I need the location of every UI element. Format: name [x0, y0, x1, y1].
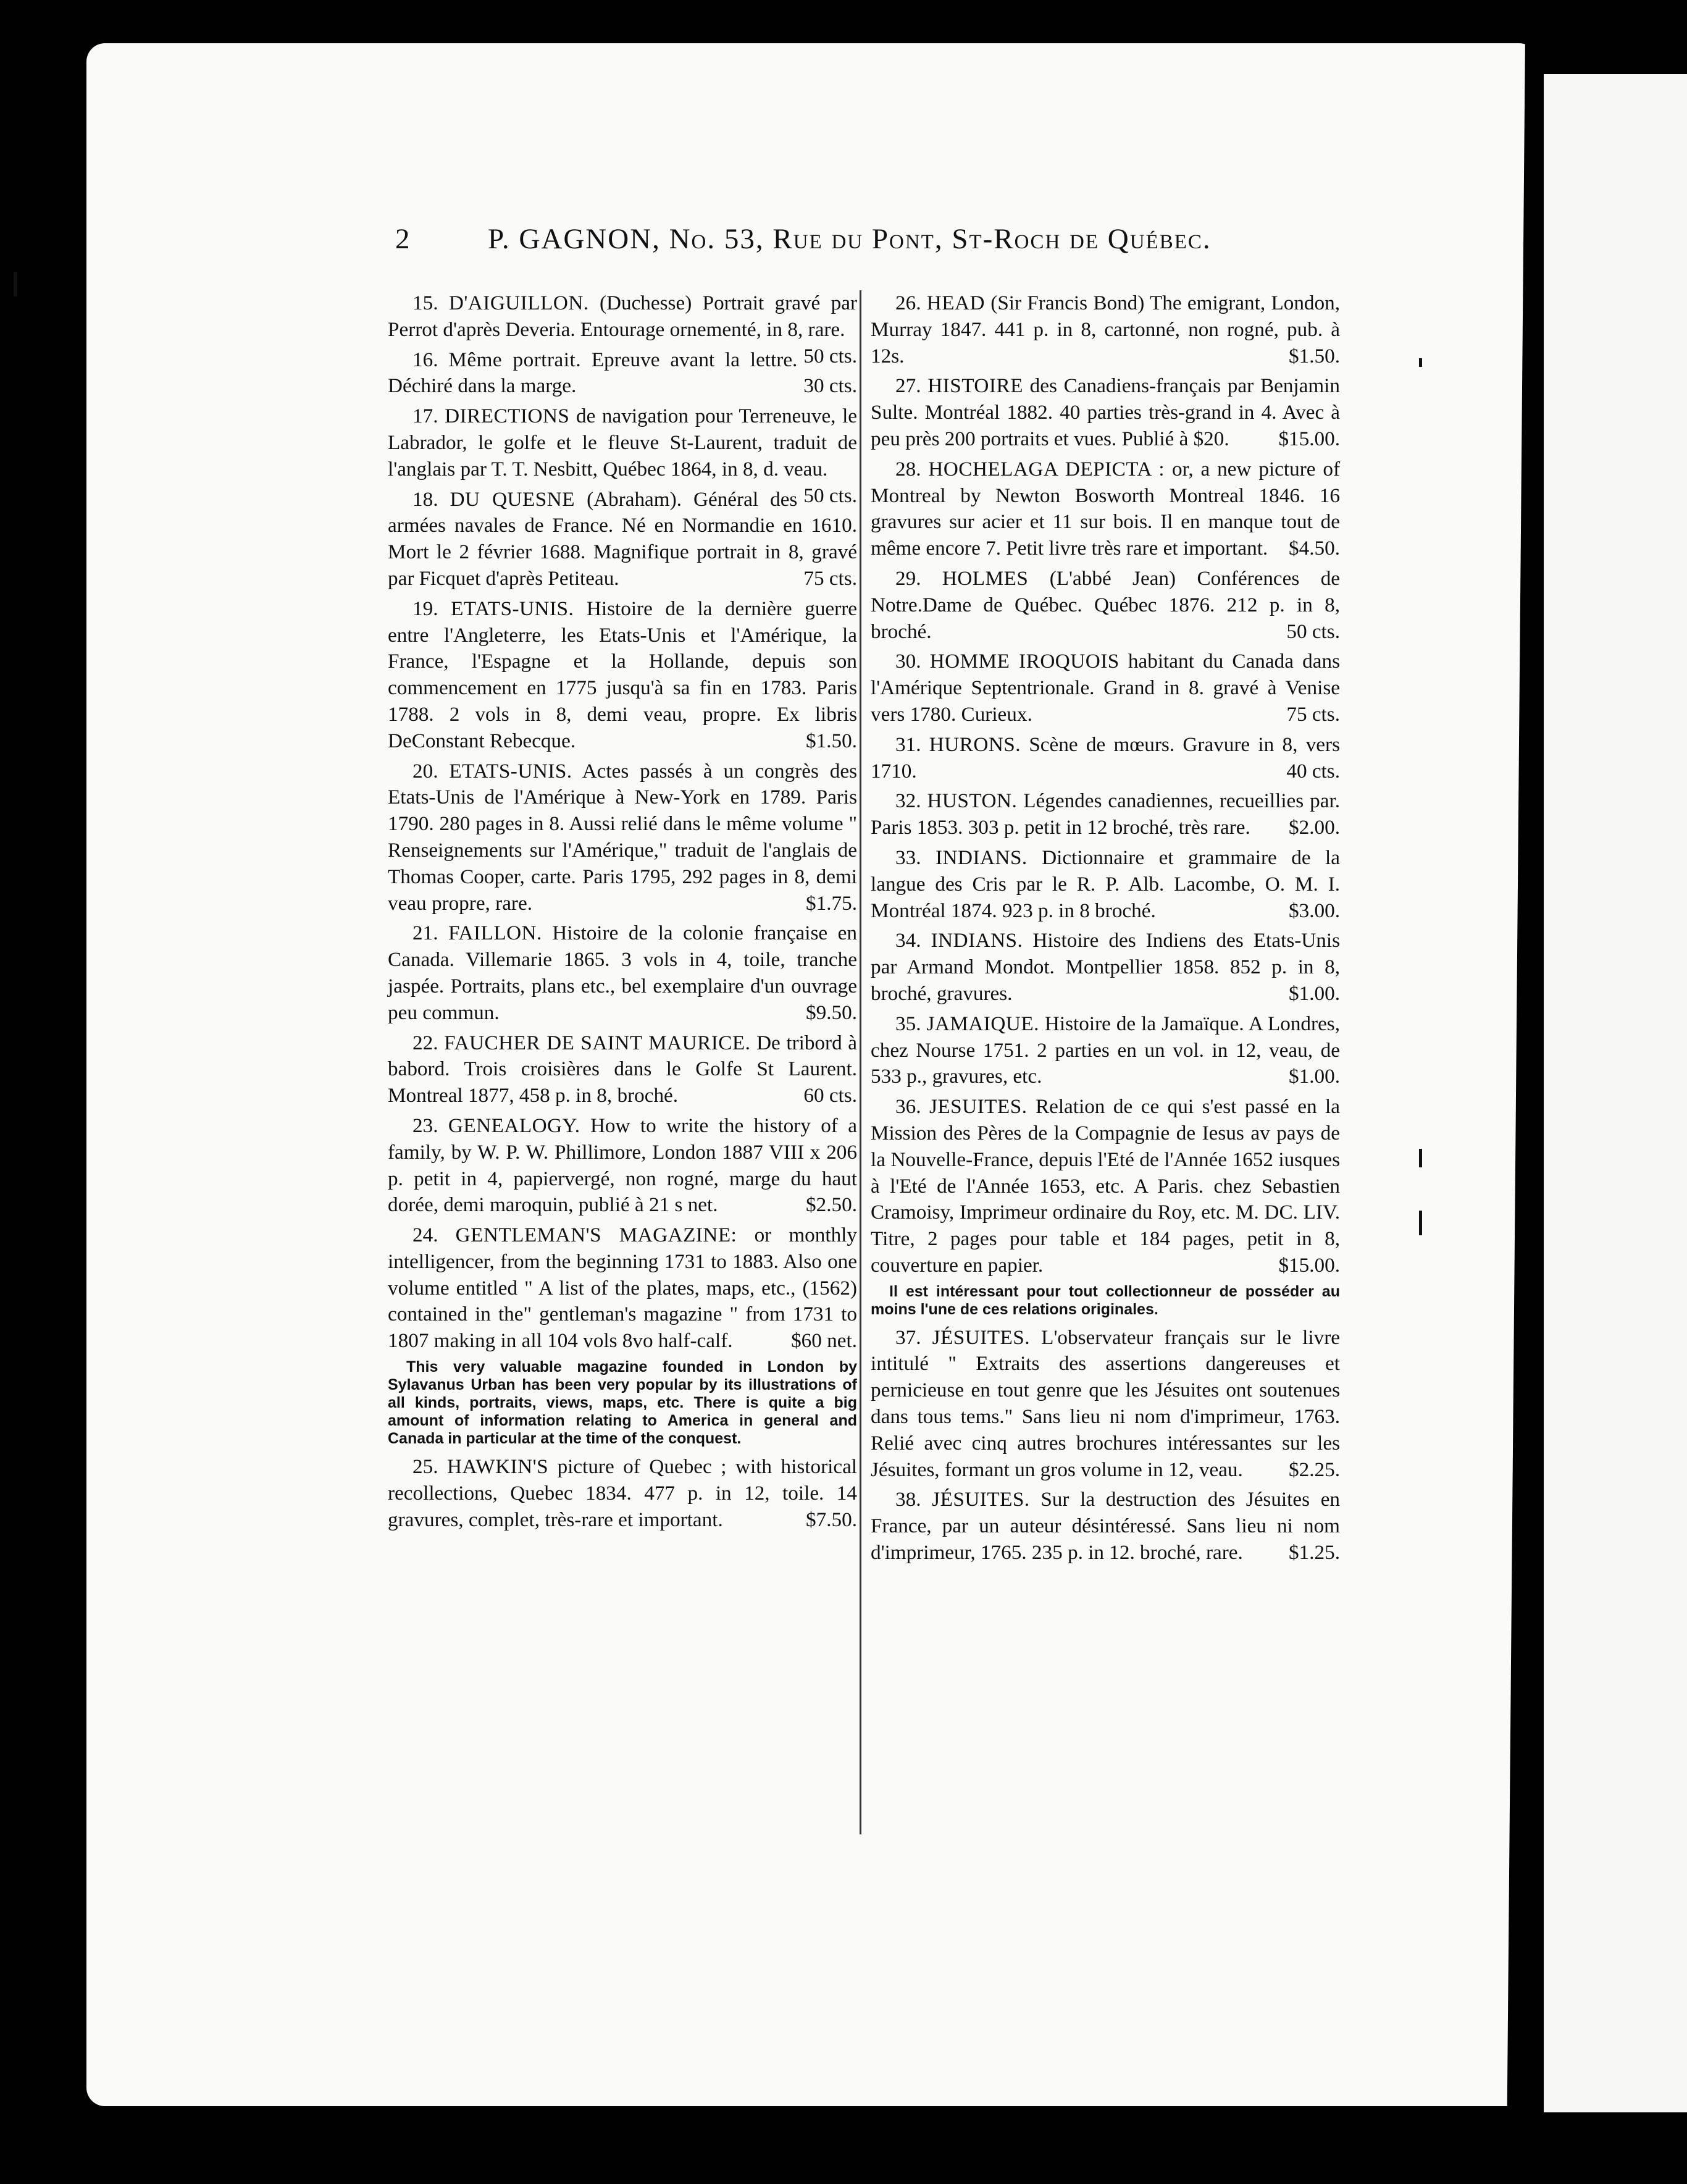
scan-speck: [1419, 358, 1422, 367]
entry-heading: JÉSUITES.: [932, 1488, 1030, 1511]
entry-description: Histoire de la dernière guerre entre l'Angleterre, les Etats-Unis et l'Amérique, la France, l'Espagne et la Hollande, depuis son commencement en 1775 jusqu'à sa fin en 1783. Paris 1788. 2 vols in 8, demi veau, propre. Ex libris DeConstant Rebecque.: [388, 597, 857, 752]
entry-heading: FAUCHER DE SAINT MAURICE.: [444, 1031, 751, 1054]
entry-heading: INDIANS.: [931, 929, 1023, 952]
entry-number: 16.: [412, 348, 438, 371]
catalog-entry: [388, 1030, 857, 1109]
catalog-note: Il est intéressant pour tout collectionneur de posséder au moins l'une de ces relations originales.: [871, 1282, 1340, 1318]
catalog-entry: [388, 1113, 857, 1219]
column-divider: [860, 290, 861, 1834]
entry-heading: JESUITES.: [929, 1095, 1028, 1119]
entry-heading: HEAD: [926, 292, 985, 314]
catalog-entry: [871, 1487, 1340, 1566]
entry-price: $4.50.: [1289, 537, 1340, 560]
page-number: 2: [395, 223, 411, 255]
entry-price: $2.00.: [1289, 816, 1340, 839]
entry-description: or monthly intelligencer, from the beginning 1731 to 1883. Also one volume entitled " A list of the plates, maps, etc., (1562) contained in the" gentleman's magazine " from 1731 to 1807 making in all 104 vols 8vo half-calf.: [388, 1224, 857, 1353]
catalog-entry: [871, 373, 1340, 452]
entry-heading: GENTLEMAN'S MAGAZINE:: [455, 1224, 737, 1247]
catalog-entry: [871, 1011, 1340, 1090]
entry-number: 32.: [895, 789, 921, 813]
entry-price: 50 cts.: [803, 344, 857, 368]
entry-price: $1.00.: [1289, 981, 1340, 1005]
entry-number: 27.: [895, 374, 921, 398]
entry-description: des Canadiens-français par Benjamin Sulte. Montréal 1882. 40 parties très-grand in 4. Avec à peu près 200 portraits et vues. Publié à $20.: [871, 374, 1341, 450]
catalog-entry: [871, 928, 1340, 1007]
catalog-entry: [388, 758, 857, 917]
entry-heading: DIRECTIONS: [445, 405, 570, 428]
entry-heading: Même portrait.: [448, 348, 581, 371]
entry-price: $15.00.: [1278, 427, 1340, 450]
catalog-entry: [388, 487, 857, 592]
catalog-entry: [871, 788, 1340, 841]
next-page-edge: [1544, 74, 1687, 2112]
catalog-entry: [871, 649, 1340, 728]
entry-description: How to write the history of a family, by W. P. W. Phillimore, London 1887 VIII x 206 p. petit in 4, papiervergé, non rogné, marge du haut dorée, demi maroquin, publié à 21 s net.: [388, 1114, 857, 1217]
catalog-entry: [388, 596, 857, 755]
catalog-entry: [871, 566, 1340, 645]
entry-number: 28.: [895, 457, 921, 481]
entry-heading: HUSTON.: [927, 789, 1018, 813]
entry-price: $60 net.: [791, 1329, 857, 1353]
entry-heading: DU QUESNE: [450, 487, 575, 511]
entry-number: 25.: [412, 1455, 438, 1479]
entry-description: Histoire des Indiens des Etats-Unis par Armand Mondot. Montpellier 1858. 852 p. in 8, broché, gravures.: [871, 929, 1340, 1005]
entry-price: 75 cts.: [1286, 702, 1340, 726]
catalog-entry: [871, 290, 1340, 369]
entry-description: or, a new picture of Montreal by Newton Bosworth Montreal 1846. 16 gravures sur acier et 11 sur bois. Il en manque tout de même encore 7. Petit livre très rare et important.: [871, 457, 1341, 560]
entry-price: $9.50.: [806, 1001, 857, 1024]
entry-price: $7.50.: [806, 1508, 857, 1531]
entry-price: $3.00.: [1289, 899, 1340, 922]
catalog-note: This very valuable magazine founded in London by Sylavanus Urban has been very popular by its illustrations of all kinds, portraits, views, maps, etc. There is quite a big amount of information relating to America in general and Canada in particular at the time of the conquest.: [388, 1358, 857, 1448]
catalog-entry: [871, 732, 1340, 785]
entry-heading: HOCHELAGA DEPICTA :: [928, 457, 1165, 481]
entry-number: 20.: [412, 759, 438, 783]
entry-number: 36.: [895, 1095, 921, 1119]
catalog-entry: [871, 1325, 1340, 1484]
entry-number: 38.: [895, 1488, 921, 1511]
right-column: [871, 290, 1340, 1570]
entry-price: 60 cts.: [803, 1084, 857, 1107]
entry-description: (L'abbé Jean) Conférences de Notre.Dame de Québec. Québec 1876. 212 p. in 8, broché.: [871, 566, 1341, 643]
entry-description: De tribord à babord. Trois croisières dans le Golfe St Laurent. Montreal 1877, 458 p. in 8, broché.: [388, 1031, 857, 1107]
entry-number: 34.: [895, 929, 921, 952]
entry-number: 33.: [895, 846, 921, 869]
entry-description: habitant du Canada dans l'Amérique Septentrionale. Grand in 8. gravé à Venise vers 1780. Curieux.: [871, 650, 1340, 726]
entry-price: $1.50.: [1289, 344, 1340, 368]
entry-number: 35.: [895, 1012, 921, 1035]
entry-number: 19.: [412, 597, 438, 620]
catalog-entry: [388, 347, 857, 400]
entry-number: 15.: [412, 292, 438, 314]
entry-price: $1.50.: [806, 729, 857, 752]
catalog-entry: [388, 1222, 857, 1354]
entry-description: (Sir Francis Bond) The emigrant, London, Murray 1847. 441 p. in 8, cartonné, non rogné, pub. à 12s.: [871, 292, 1340, 368]
entry-price: 30 cts.: [803, 374, 857, 398]
entry-number: 24.: [412, 1224, 438, 1247]
entry-price: $1.25.: [1289, 1541, 1340, 1564]
entry-heading: HOMME IROQUOIS: [929, 650, 1120, 673]
entry-number: 37.: [895, 1325, 921, 1349]
entry-price: $2.25.: [1289, 1458, 1340, 1481]
entry-price: $1.75.: [806, 891, 857, 915]
entry-heading: HISTOIRE: [927, 374, 1023, 398]
scan-speck: [1419, 1211, 1422, 1235]
entry-description: Sur la destruction des Jésuites en France, par un auteur désintéressé. Sans lieu ni nom d'imprimeur, 1765. 235 p. in 12. broché, rare.: [871, 1488, 1341, 1564]
entry-number: 17.: [412, 405, 438, 428]
entry-number: 31.: [895, 733, 921, 756]
entry-price: 50 cts.: [803, 484, 857, 507]
entry-number: 30.: [895, 650, 921, 673]
entry-description: L'observateur français sur le livre intitulé " Extraits des assertions dangereuses et pernicieuse en tout genre que les Jésuites ont soutenues dans tous tems." Sans lieu ni nom d'imprimeur, 1763. Relié avec cinq autres brochures intéressantes sur les Jésuites, formant un gros volume in 12, veau.: [871, 1325, 1340, 1481]
entry-heading: HURONS.: [929, 733, 1021, 756]
running-title: P. GAGNON, No. 53, Rue du Pont, St-Roch de Québec.: [488, 223, 1212, 255]
scan-speck: [14, 272, 17, 296]
entry-heading: ETATS-UNIS.: [449, 759, 572, 783]
entry-description: Epreuve avant la lettre. Déchiré dans la marge.: [388, 348, 798, 398]
entry-description: Actes passés à un congrès des Etats-Unis de l'Amérique à New-York en 1789. Paris 1790. 280 pages in 8. Aussi relié dans le même volume " Renseignements sur l'Amérique," traduit de l'anglais de Thomas Cooper, carte. Paris 1795, 292 pages in 8, demi veau propre, rare.: [388, 759, 858, 915]
entry-price: $1.00.: [1289, 1065, 1340, 1088]
entry-heading: D'AIGUILLON.: [448, 292, 589, 314]
entry-description: (Duchesse) Portrait gravé par Perrot d'après Deveria. Entourage ornementé, in 8, rare.: [388, 292, 857, 341]
left-column: [388, 290, 857, 1537]
entry-number: 23.: [412, 1114, 438, 1137]
entry-heading: JÉSUITES.: [932, 1325, 1031, 1349]
entry-heading: JAMAIQUE.: [926, 1012, 1039, 1035]
entry-description: Histoire de la colonie française en Canada. Villemarie 1865. 3 vols in 4, toile, tranche jaspée. Portraits, plans etc., bel exemplaire d'un ouvrage peu commun.: [388, 922, 858, 1024]
page-header: [395, 222, 1346, 266]
entry-heading: INDIANS.: [935, 846, 1028, 869]
entry-number: 18.: [412, 487, 438, 511]
entry-price: 50 cts.: [1286, 620, 1340, 643]
entry-description: Scène de mœurs. Gravure in 8, vers 1710.: [871, 733, 1341, 783]
entry-heading: GENEALOGY.: [448, 1114, 580, 1137]
entry-description: Légendes canadiennes, recueillies par. Paris 1853. 303 p. petit in 12 broché, très rare.: [871, 789, 1341, 839]
catalog-entry: [388, 1454, 857, 1533]
entry-price: 40 cts.: [1286, 759, 1340, 783]
entry-price: $15.00.: [1278, 1253, 1340, 1277]
entry-description: Dictionnaire et grammaire de la langue des Cris par le R. P. Alb. Lacombe, O. M. I. Montréal 1874. 923 p. in 8 broché.: [871, 846, 1341, 922]
catalog-entry: [871, 845, 1340, 924]
entry-heading: HAWKIN'S: [447, 1455, 549, 1479]
entry-number: 26.: [895, 292, 921, 314]
entry-number: 21.: [412, 922, 438, 945]
entry-heading: FAILLON.: [448, 922, 542, 945]
entry-number: 29.: [895, 566, 921, 590]
entry-heading: ETATS-UNIS.: [451, 597, 574, 620]
entry-price: 75 cts.: [803, 566, 857, 590]
scan-speck: [1419, 1149, 1422, 1167]
entry-description: Histoire de la Jamaïque. A Londres, chez Nourse 1751. 2 parties en un vol. in 12, veau, de 533 p., gravures, etc.: [871, 1012, 1341, 1088]
catalog-entry: [871, 456, 1340, 562]
entry-description: Relation de ce qui s'est passé en la Mission des Pères de la Compagnie de Iesus av pays de la Nouvelle-France, depuis l'Eté de l'Année 1652 iusques à l'Eté de l'Année 1653, etc. A Paris. chez Sebastien Cramoisy, Imprimeur ordinaire du Roy, etc. M. DC. LIV. Titre, 2 pages pour table et 184 pages, petit in 8, couverture en papier.: [871, 1095, 1340, 1277]
entry-number: 22.: [412, 1031, 438, 1054]
entry-heading: HOLMES: [942, 566, 1029, 590]
entry-price: $2.50.: [806, 1193, 857, 1217]
entry-description: de navigation pour Terreneuve, le Labrador, le golfe et le fleuve St-Laurent, traduit de l'anglais par T. T. Nesbitt, Québec 1864, in 8, d. veau.: [388, 405, 858, 481]
entry-description: (Abraham). Général des armées navales de France. Né en Normandie en 1610. Mort le 2 février 1688. Magnifique portrait in 8, gravé par Ficquet d'après Petiteau.: [388, 487, 857, 590]
entry-description: picture of Quebec ; with historical recollections, Quebec 1834. 477 p. in 12, toile. 14 gravures, complet, très-rare et important.: [388, 1455, 858, 1531]
catalog-entry: [388, 920, 857, 1026]
catalog-entry: [871, 1094, 1340, 1279]
